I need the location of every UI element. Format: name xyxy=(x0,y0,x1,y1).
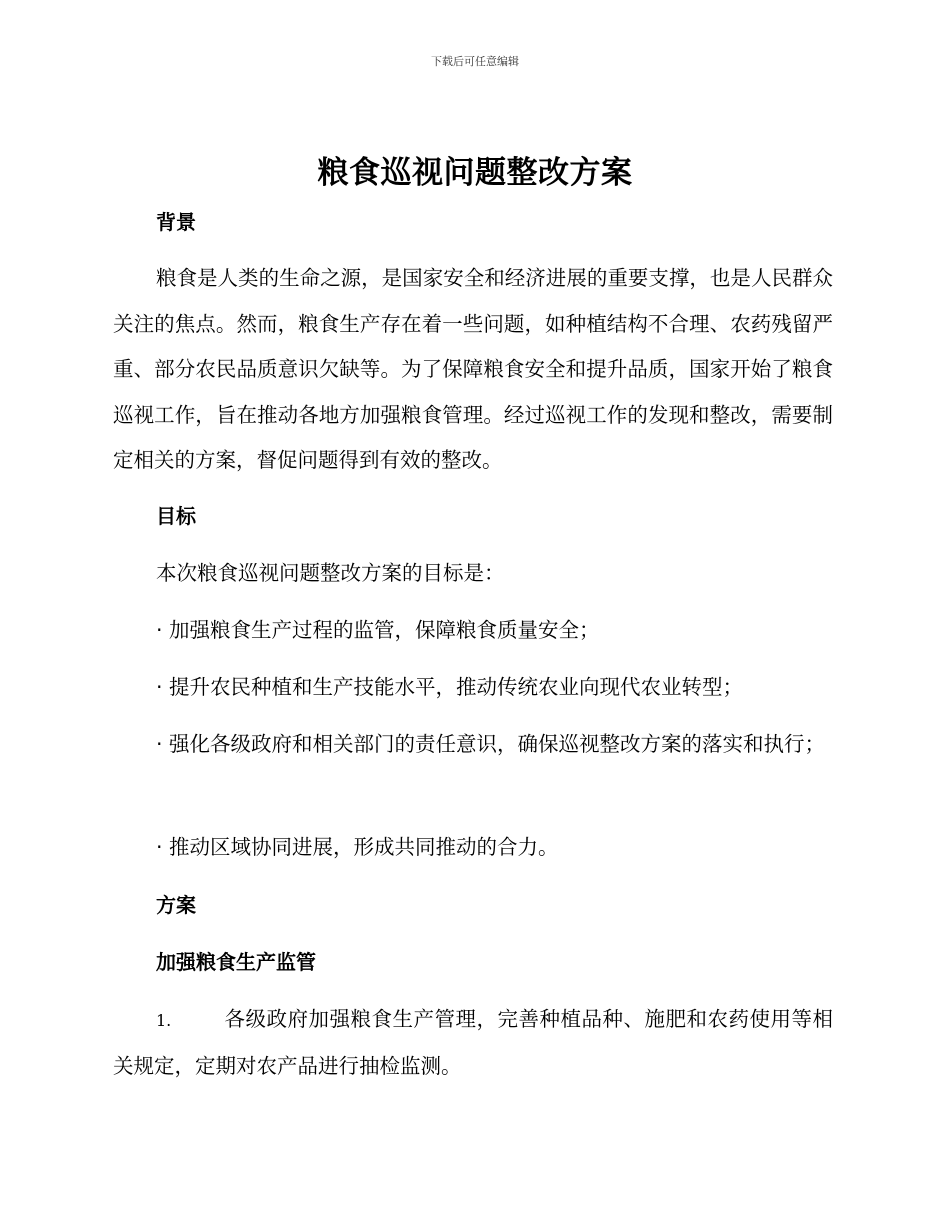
numbered-list-item xyxy=(113,997,833,1089)
goals-intro-block xyxy=(113,551,833,597)
goal-item: · 推动区域协同进展，形成共同推动的合力。 xyxy=(156,835,559,859)
list-number: 1. xyxy=(156,1011,172,1030)
goal-item: · 强化各级政府和相关部门的责任意识，确保巡视整改方案的落实和执行； xyxy=(156,732,826,756)
document-title: 粮食巡视问题整改方案 xyxy=(317,155,633,191)
goal-item-4-block xyxy=(113,825,833,871)
background-paragraph-block xyxy=(113,256,833,484)
background-paragraph: 粮食是人类的生命之源，是国家安全和经济进展的重要支撑，也是人民群众关注的焦点。然而，粮食生产存在着一些问题，如种植结构不合理、农药残留严重、部分农民品质意识欠缺等。为了保障粮食安全和提升品质，国家开始了粮食巡视工作，旨在推动各地方加强粮食管理。经过巡视工作的发现和整改，需要制定相关的方案，督促问题得到有效的整改。 xyxy=(113,266,833,472)
page-header-note: 下载后可任意编辑 xyxy=(431,55,519,68)
goal-item: · 提升农民种植和生产技能水平，推动传统农业向现代农业转型； xyxy=(156,675,744,699)
goal-item: · 加强粮食生产过程的监管，保障粮食质量安全； xyxy=(156,618,600,642)
subsection-heading-production-supervision: 加强粮食生产监管 xyxy=(156,950,316,974)
goals-intro: 本次粮食巡视问题整改方案的目标是： xyxy=(156,561,505,585)
list-item-text: 各级政府加强粮食生产管理，完善种植品种、施肥和农药使用等相关规定，定期对农产品进行抽检监测。 xyxy=(113,1007,833,1078)
goal-item-2-block xyxy=(113,665,833,711)
section-heading-plan: 方案 xyxy=(156,893,196,917)
goal-item-3-block xyxy=(113,722,833,768)
plan-numbered-item-1-block xyxy=(113,997,833,1089)
goal-item-1-block xyxy=(113,608,833,654)
section-heading-goals: 目标 xyxy=(156,504,196,528)
section-heading-background: 背景 xyxy=(156,210,196,234)
